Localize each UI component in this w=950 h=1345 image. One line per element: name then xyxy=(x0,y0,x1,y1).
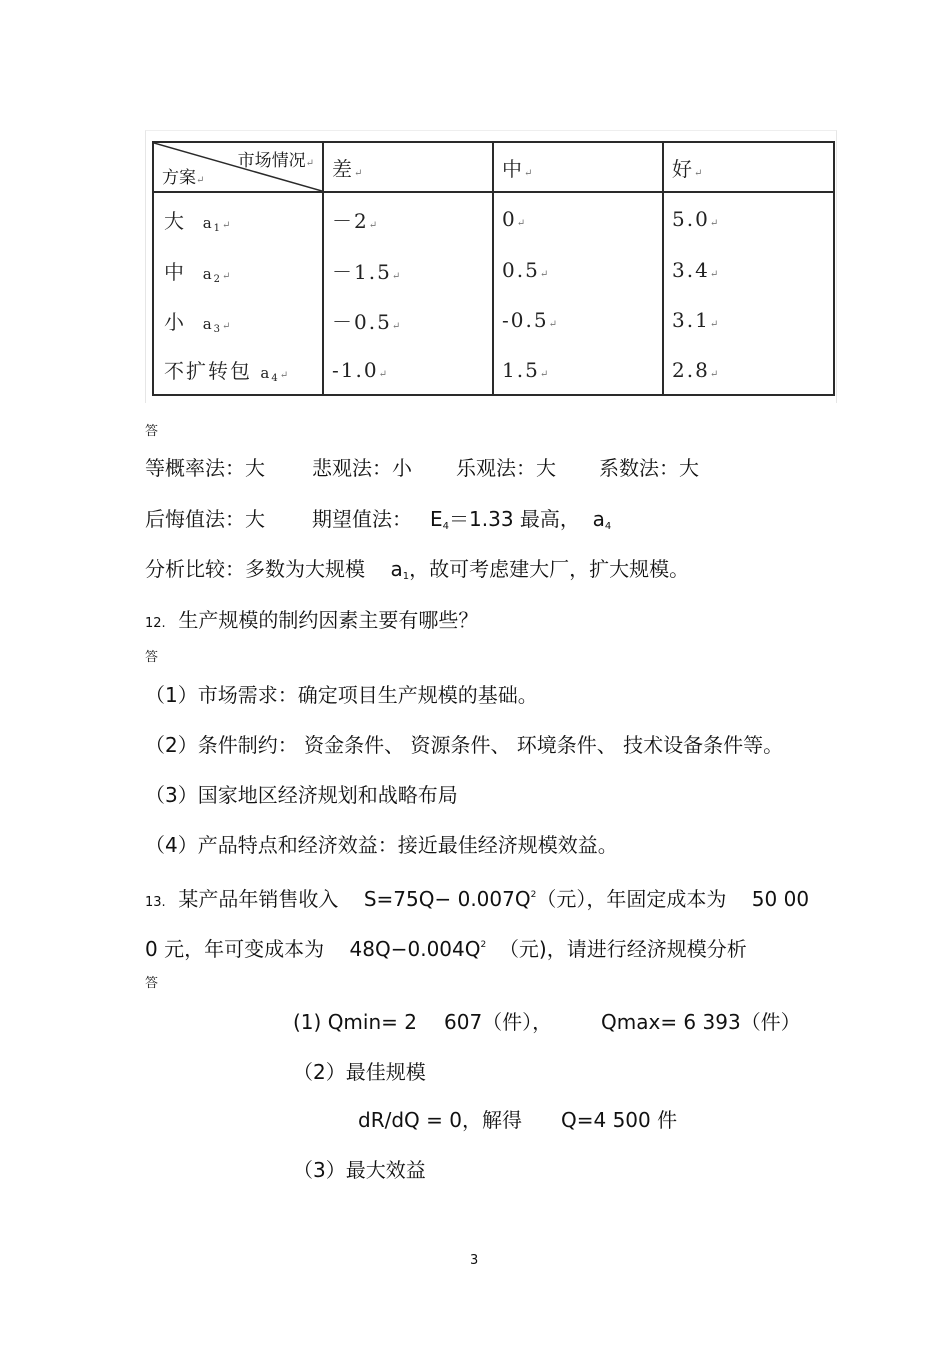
table-cell: －2↵ xyxy=(323,192,493,245)
method-expected-label: 期望值法： xyxy=(312,507,412,531)
list-item: （3）国家地区经济规划和战略布局 xyxy=(145,783,458,807)
row-label: 大 $a_1↵$ xyxy=(153,192,323,245)
table-cell: -0.5↵ xyxy=(493,295,663,345)
table-corner-cell xyxy=(153,142,323,192)
answer-label: 答 xyxy=(145,424,159,439)
table-cell: 2.8↵ xyxy=(663,345,834,395)
method-equal-probability: 等概率法：大 xyxy=(145,456,265,480)
table-cell: 3.4↵ xyxy=(663,245,834,295)
list-item: （2）条件制约： 资金条件、 资源条件、 环境条件、 技术设备条件等。 xyxy=(145,733,784,757)
row-label: 中 $a_2↵$ xyxy=(153,245,323,295)
table-cell: -1.0↵ xyxy=(323,345,493,395)
method-coefficient: 系数法：大 xyxy=(599,456,699,480)
question-12: 12. 生产规模的制约因素主要有哪些？ xyxy=(145,608,479,632)
table-cell: 5.0↵ xyxy=(663,192,834,245)
corner-bottom-label: 方案↵ xyxy=(162,168,205,188)
table-row xyxy=(153,192,834,245)
table-row xyxy=(153,245,834,295)
method-regret: 后悔值法：大 xyxy=(145,507,265,531)
method-optimistic: 乐观法：大 xyxy=(456,456,556,480)
corner-top-label: 市场情况↵ xyxy=(237,151,314,171)
list-item: （4）产品特点和经济效益：接近最佳经济规模效益。 xyxy=(145,833,618,857)
column-header-poor: 差↵ xyxy=(323,142,493,192)
solution-qmin-value: 607（件）， xyxy=(444,1010,553,1034)
list-item: （1）市场需求：确定项目生产规模的基础。 xyxy=(145,683,538,707)
solution-step-2: （2）最佳规模 xyxy=(293,1060,426,1084)
method-pessimistic: 悲观法：小 xyxy=(312,456,412,480)
row-label: 小 $a_3↵$ xyxy=(153,295,323,345)
column-header-medium: 中↵ xyxy=(493,142,663,192)
table-row xyxy=(153,345,834,395)
table-cell: 0.5↵ xyxy=(493,245,663,295)
solution-qmin: (1) Qmin= 2 xyxy=(293,1010,417,1034)
row-label: 不扩转包 $a_4↵$ xyxy=(153,345,323,395)
solution-derivative: dR/dQ = 0，解得 xyxy=(358,1108,522,1132)
table-cell: －0.5↵ xyxy=(323,295,493,345)
question-13: 13. 某产品年销售收入 $S=75Q- 0.007Q^2$（元），年固定成本为 50 00 xyxy=(145,887,810,911)
answer-label: 答 xyxy=(145,976,159,991)
expected-value-text: $E_4=1.33$ 最高， $a_4$ xyxy=(430,507,612,532)
column-header-good: 好↵ xyxy=(663,142,834,192)
solution-optimal-q: Q=4 500 件 xyxy=(561,1108,678,1132)
analysis-conclusion: 分析比较：多数为大规模 $a_1$，故可考虑建大厂，扩大规模。 xyxy=(145,557,690,582)
table-cell: 1.5↵ xyxy=(493,345,663,395)
solution-step-3: （3）最大效益 xyxy=(293,1158,426,1182)
page-number: 3 xyxy=(470,1253,479,1268)
table-cell: －1.5↵ xyxy=(323,245,493,295)
solution-qmax: Qmax= 6 393（件） xyxy=(601,1010,801,1034)
decision-table xyxy=(152,141,835,396)
table-row xyxy=(153,295,834,345)
answer-label: 答 xyxy=(145,650,159,665)
question-13-cont: 0 元，年可变成本为 $48Q-0.004Q^2$ （元)，请进行经济规模分析 xyxy=(145,937,747,961)
table-cell: 0↵ xyxy=(493,192,663,245)
table-cell: 3.1↵ xyxy=(663,295,834,345)
